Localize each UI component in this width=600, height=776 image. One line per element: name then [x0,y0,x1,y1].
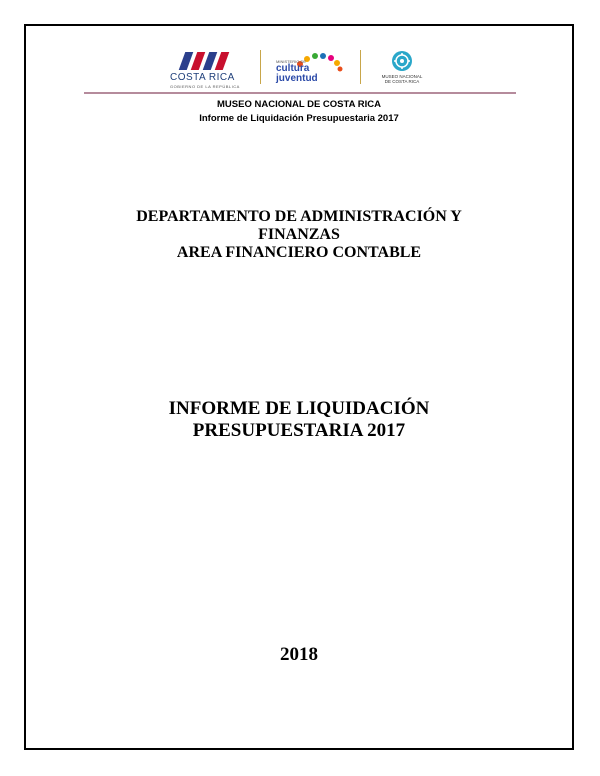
museo-logo-line2: DE COSTA RICA [384,79,420,84]
costa-rica-logo-subtitle: GOBIERNO DE LA REPÚBLICA [170,84,240,89]
cultura-logo-line1: cultura [276,63,310,74]
museo-logo-line1: MUSEO NACIONAL [381,74,423,79]
museo-nacional-logo [374,50,434,88]
department-line1: DEPARTAMENTO DE ADMINISTRACIÓN Y [136,208,462,225]
cultura-logo-line2: juventud [276,73,318,84]
department-line3: AREA FINANCIERO CONTABLE [176,244,422,261]
report-year: 2018 [280,644,318,665]
cultura-logo-small: MINISTERIO DE [276,59,307,64]
cultura-juventud-logo [276,50,348,86]
costa-rica-logo [170,52,244,89]
header-report: Informe de Liquidación Presupuestaria 2017 [199,113,399,124]
museo-logo-text [374,74,430,84]
document-page [24,24,574,750]
museo-emblem-icon [390,50,414,72]
logo-divider [260,50,261,84]
report-title [26,398,572,442]
department-line2: FINANZAS [258,226,340,243]
logo-divider [360,50,361,84]
flag-stripes-icon [182,52,244,70]
department-heading [26,208,572,262]
report-title-line2: PRESUPUESTARIA 2017 [192,420,406,441]
header-rule [84,92,516,94]
costa-rica-logo-text: COSTA RICA [170,72,235,83]
header-institution: MUSEO NACIONAL DE COSTA RICA [217,99,381,110]
cultura-logo-text [276,59,318,84]
report-title-line1: INFORME DE LIQUIDACIÓN [168,398,430,419]
